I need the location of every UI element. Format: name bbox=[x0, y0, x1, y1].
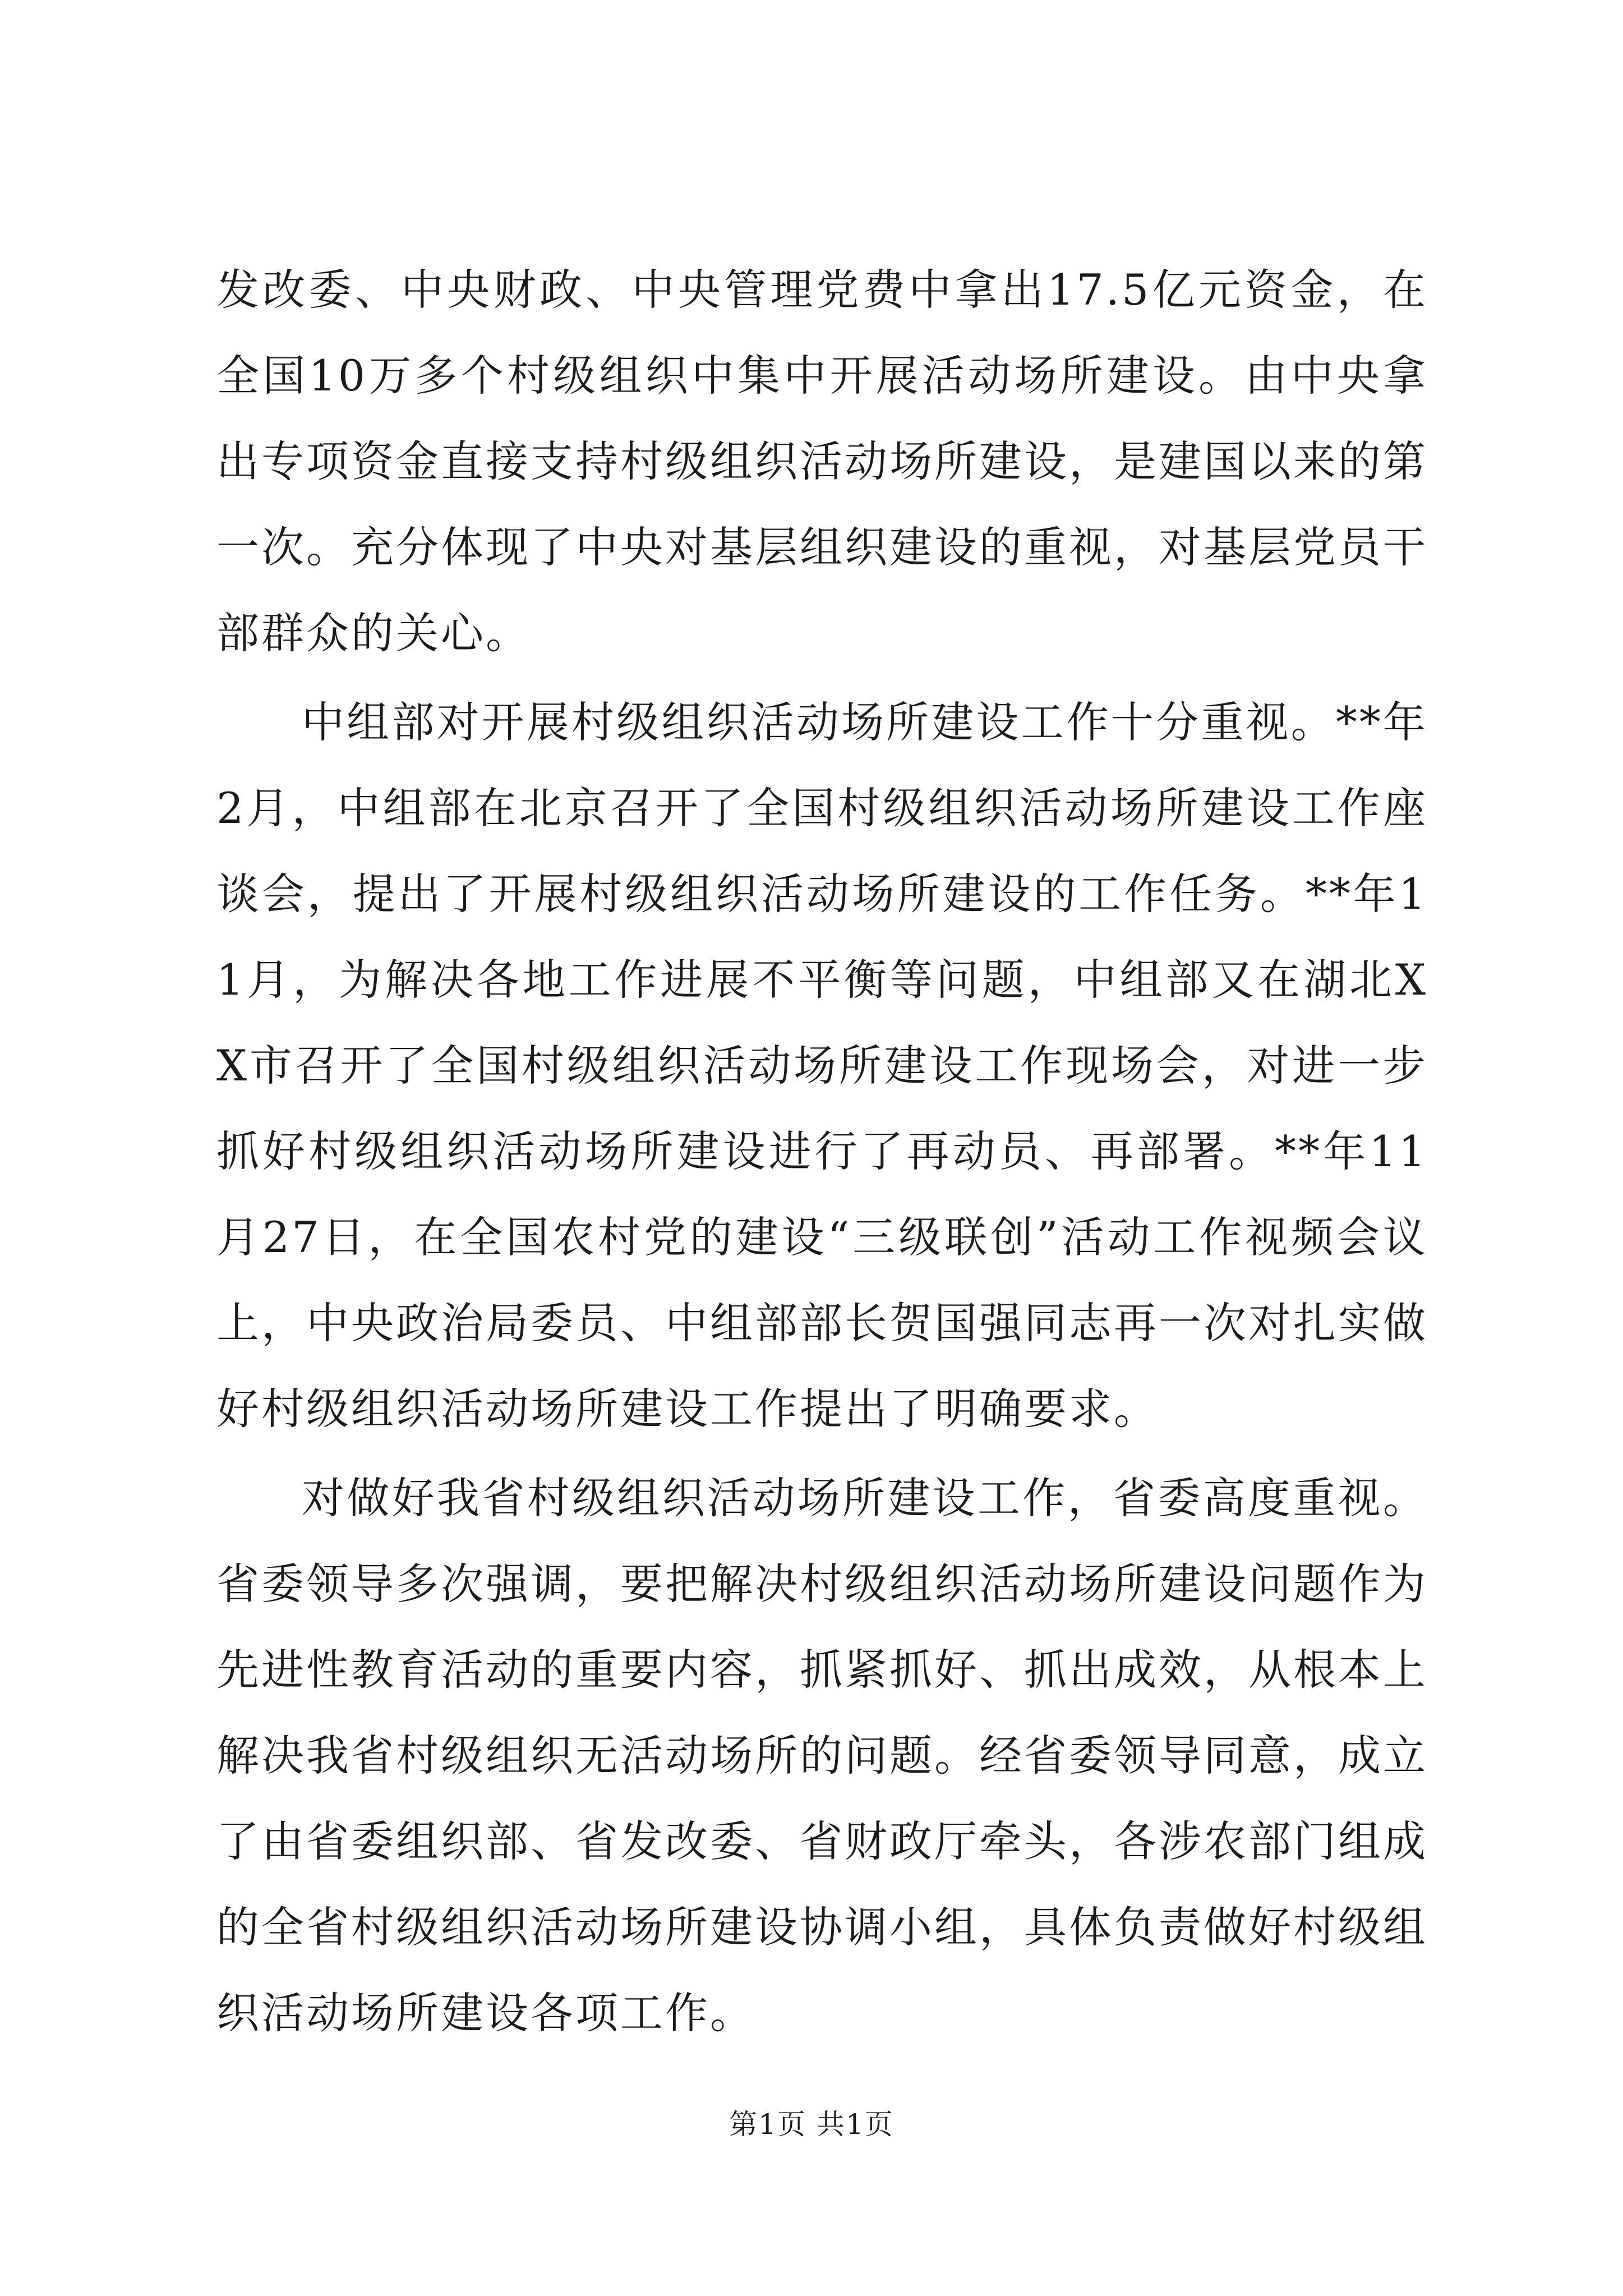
paragraph-continuation: 发改委、中央财政、中央管理党费中拿出17.5亿元资金，在全国10万多个村级组织中集中开展活动场所建设。由中央拿出专项资金直接支持村级组织活动场所建设，是建国以来的第一次。充分体现了中央对基层组织建设的重视，对基层党员干部群众的关心。 bbox=[216, 265, 1428, 658]
page-footer: 第1页 共1页 bbox=[729, 2108, 894, 2141]
document-body bbox=[216, 247, 1428, 2056]
paragraph-provincial-committee: 对做好我省村级组织活动场所建设工作，省委高度重视。省委领导多次强调，要把解决村级组织活动场所建设问题作为先进性教育活动的重要内容，抓紧抓好、抓出成效，从根本上解决我省村级组织无活动场所的问题。经省委领导同意，成立了由省委组织部、省发改委、省财政厅牵头，各涉农部门组成的全省村级组织活动场所建设协调小组，具体负责做好村级组织活动场所建设各项工作。 bbox=[216, 1473, 1428, 2038]
paragraph-central-organization: 中组部对开展村级组织活动场所建设工作十分重视。**年2月，中组部在北京召开了全国村级组织活动场所建设工作座谈会，提出了开展村级组织活动场所建设的工作任务。**年11月，为解决各地工作进展不平衡等问题，中组部又在湖北XX市召开了全国村级组织活动场所建设工作现场会，对进一步抓好村级组织活动场所建设进行了再动员、再部署。**年11月27日，在全国农村党的建设“三级联创”活动工作视频会议上，中央政治局委员、中组部部长贺国强同志再一次对扎实做好村级组织活动场所建设工作提出了明确要求。 bbox=[216, 697, 1428, 1434]
